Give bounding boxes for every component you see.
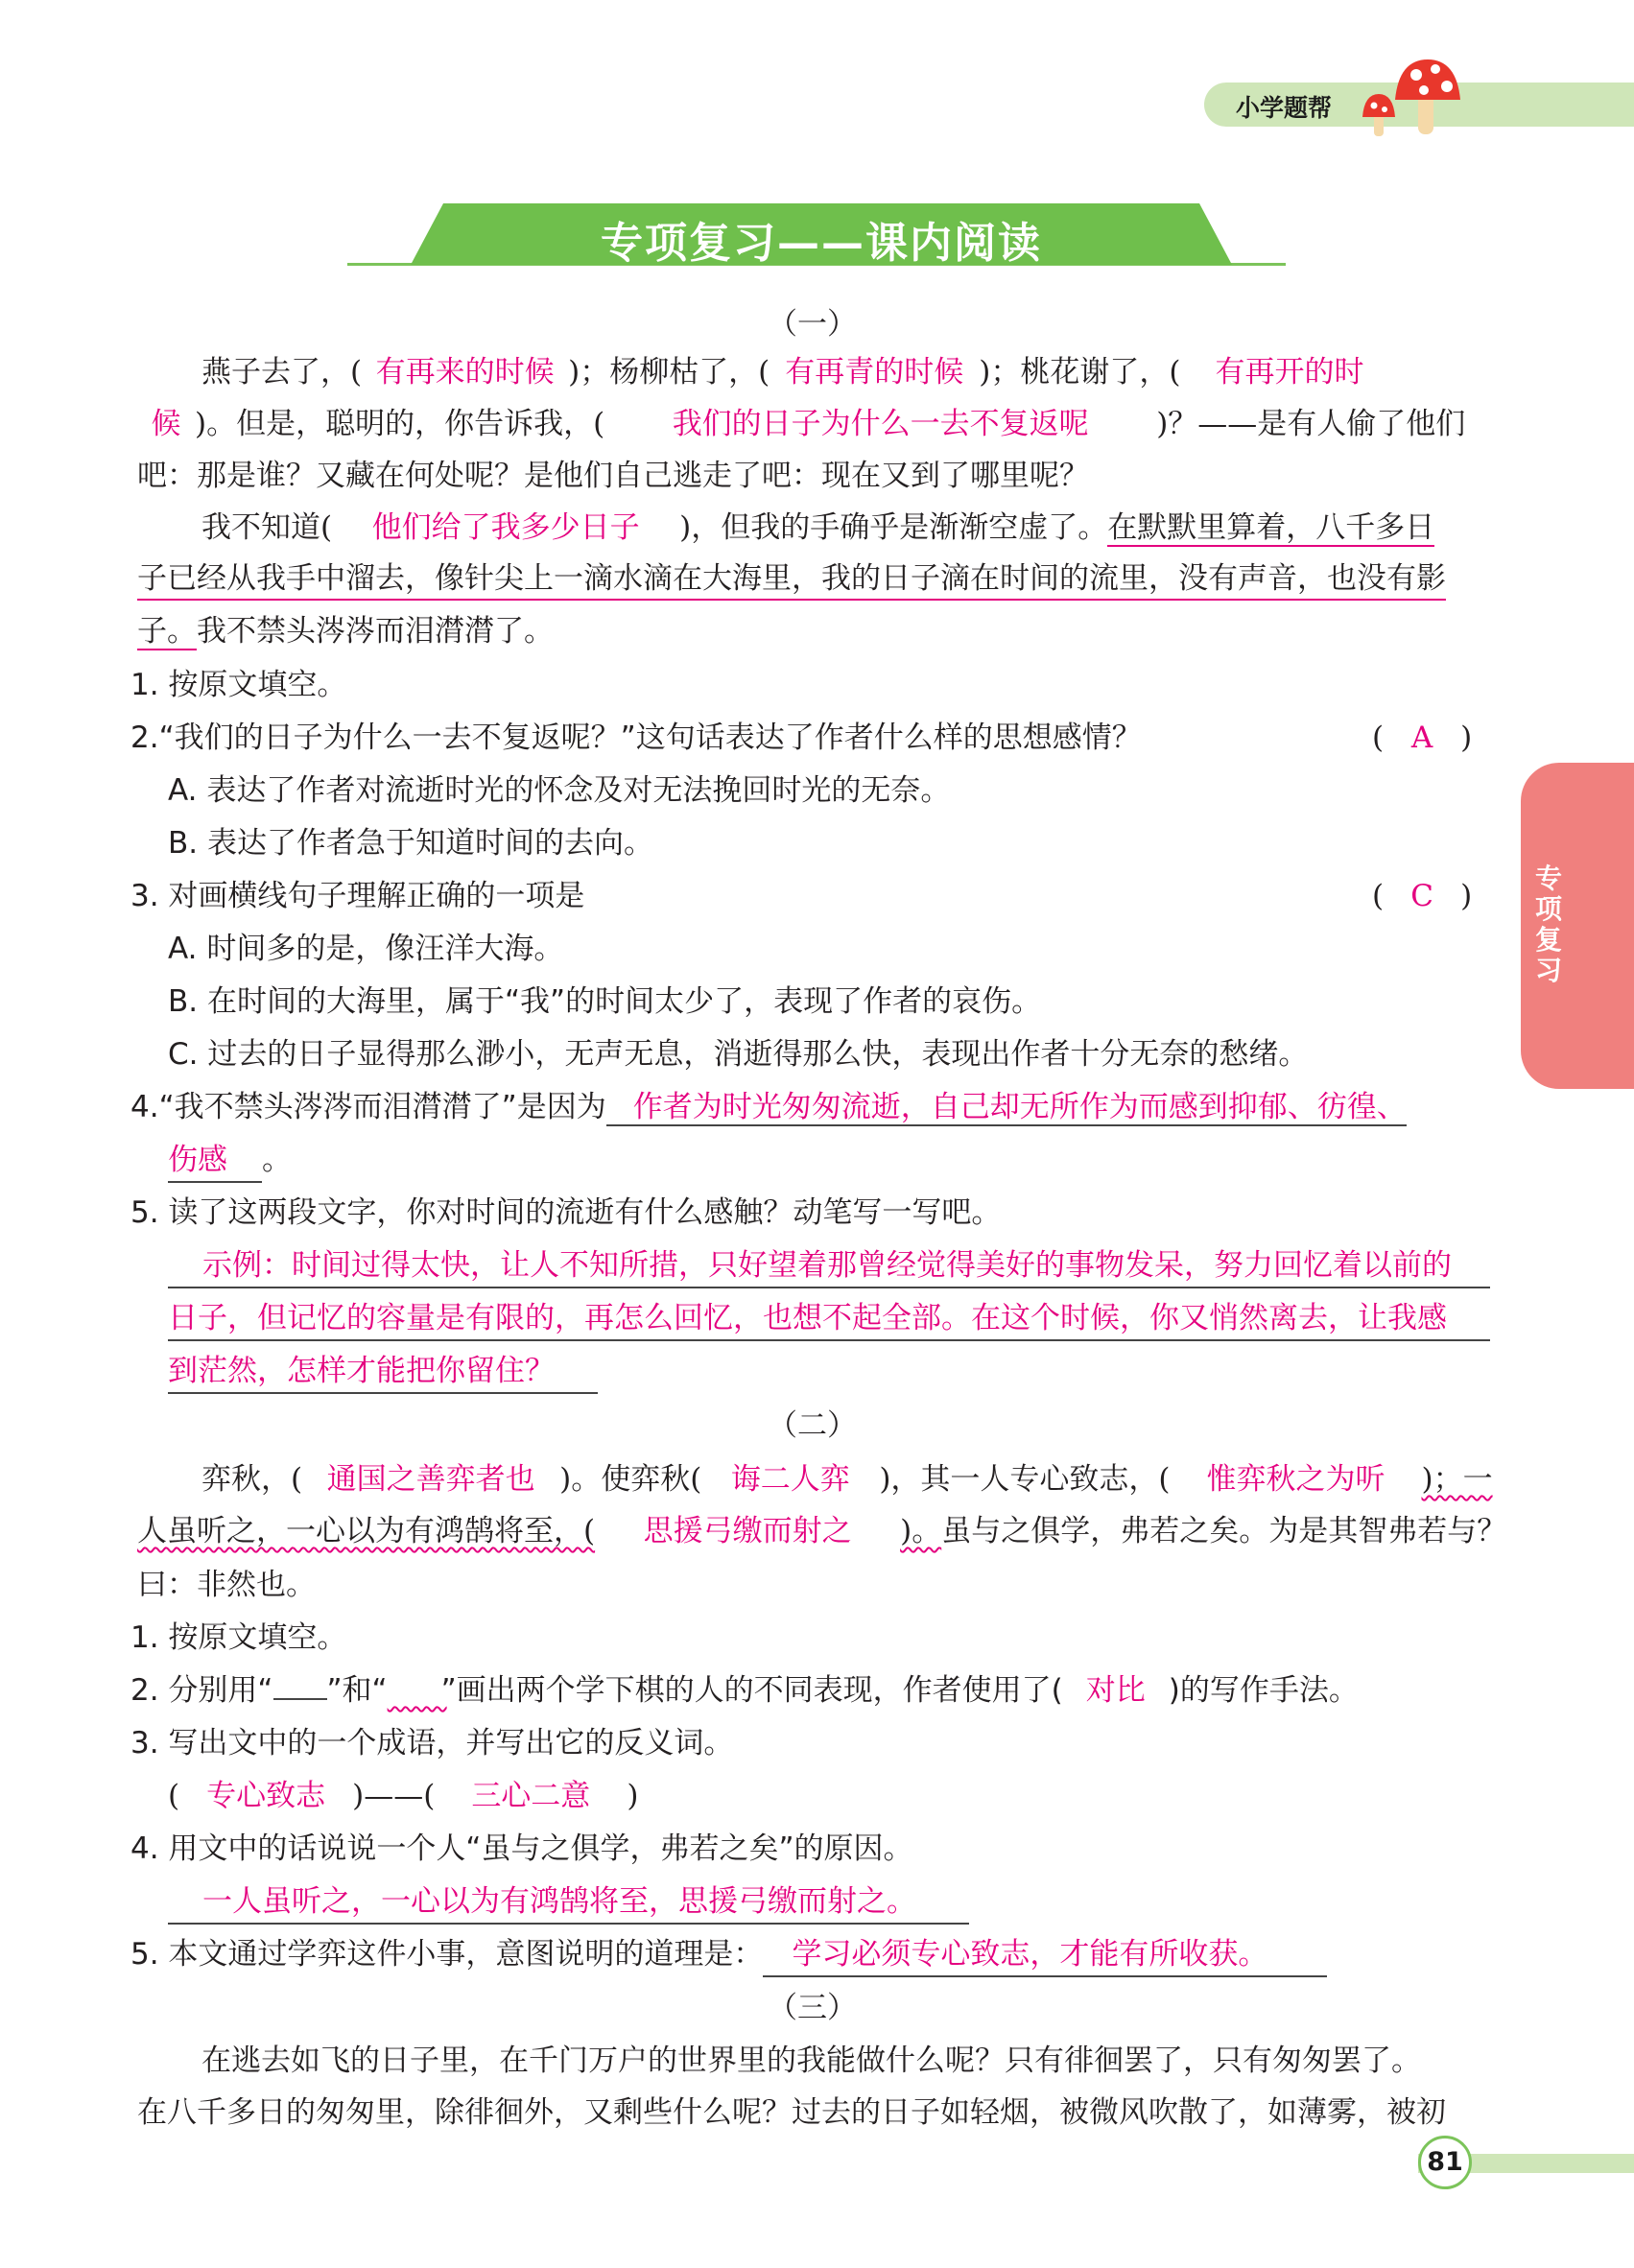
underlined-sentence: 子已经从我手中溜去，像针尖上一滴水滴在大海里，我的日子滴在时间的流里，没有声音，也没有影 (137, 558, 1446, 601)
sec1-q2-option-b: B. 表达了作者急于知道时间的去向。 (168, 826, 653, 861)
answer-blank: 惟弈秋之为听 (1206, 1462, 1385, 1497)
sec2-line-2: 人虽听之，一心以为有鸿鹄将至，( 思援弓缴而射之 )。虽与之俱学，弗若之矣。为是其智弗若与？ (137, 1510, 1506, 1552)
sec2-question-5: 5. 本文通过学弈这件小事，意图说明的道理是： 学习必须专心致志，才能有所收获。 (130, 1933, 1327, 1977)
sec3-line-1: 在逃去如飞的日子里，在千门万户的世界里的我能做什么呢？只有徘徊罢了，只有匆匆罢了。 (201, 2044, 1421, 2078)
answer-line: 日子，但记忆的容量是有限的，再怎么回忆，也想不起全部。在这个时候，你又悄然离去，让我感 (168, 1297, 1490, 1341)
wavy-line-sample (388, 1669, 441, 1712)
answer-blank: 对比 (1085, 1673, 1146, 1708)
answer-blank: 思援弓缴而射之 (643, 1514, 852, 1548)
straight-line-sample (273, 1673, 327, 1700)
answer-blank: 候 (151, 407, 181, 441)
answer-line: 学习必须专心致志，才能有所收获。 (763, 1933, 1327, 1977)
answer-blank: 有再开的时 (1215, 355, 1364, 390)
page-title: 专项复习——课内阅读 (601, 219, 1042, 268)
sec1-question-5: 5. 读了这两段文字，你对时间的流逝有什么感触？动笔写一写吧。 (130, 1195, 1002, 1230)
answer-blank: 有再来的时候 (375, 355, 555, 390)
sec2-question-2: 2. 分别用“ ”和“ ”画出两个学下棋的人的不同表现，作者使用了( 对比 )的写作手法。 (130, 1669, 1359, 1712)
answer-line: 到茫然，怎样才能把你留住？ (168, 1350, 598, 1394)
sec2-line-1: 弈秋，( 通国之善弈者也 )。使弈秋( 诲二人弈 )，其一人专心致志，( 惟弈秋之为听 )；一 (201, 1458, 1493, 1500)
sec2-question-1: 1. 按原文填空。 (130, 1620, 347, 1655)
answer-line: 一人虽听之，一心以为有鸿鹄将至，思援弓缴而射之。 (168, 1880, 969, 1925)
sec1-question-3: 3. 对画横线句子理解正确的一项是 (130, 879, 585, 913)
mushroom-icon (1353, 54, 1468, 142)
sec1-q3-option-a: A. 时间多的是，像汪洋大海。 (168, 932, 564, 966)
answer-blank: 通国之善弈者也 (326, 1462, 535, 1497)
sec1-q2-option-a: A. 表达了作者对流逝时光的怀念及对无法挽回时光的无奈。 (168, 773, 951, 808)
sec2-question-3: 3. 写出文中的一个成语，并写出它的反义词。 (130, 1726, 734, 1760)
sec1-line-3: 吧：那是谁？又藏在何处呢？是他们自己逃走了吧：现在又到了哪里呢？ (137, 459, 1089, 493)
answer-line: 伤感 (168, 1139, 262, 1183)
wavy-underlined-sentence: 人虽听之，一心以为有鸿鹄将至，( 思援弓缴而射之 )。 (137, 1514, 941, 1548)
sec1-question-2: 2.“我们的日子为什么一去不复返呢？”这句话表达了作者什么样的思想感情？ (130, 721, 1142, 755)
sec3-line-2: 在八千多日的匆匆里，除徘徊外，又剩些什么呢？过去的日子如轻烟，被微风吹散了，如薄雾，被初 (137, 2095, 1446, 2130)
sec1-q3-answer: ( C ) (1372, 879, 1473, 913)
section-1-label: （一） (768, 307, 857, 342)
underlined-sentence: 在默默里算着，八千多日 (1107, 510, 1435, 545)
answer-blank: 他们给了我多少日子 (371, 510, 640, 545)
answer-blank: 诲二人弈 (730, 1462, 850, 1497)
answer-line: 示例：时间过得太快，让人不知所措，只好望着那曾经觉得美好的事物发呆，努力回忆着以前的 (168, 1244, 1490, 1288)
sec1-line-6: 子。我不禁头涔涔而泪潸潸了。 (137, 614, 554, 649)
section-3-label: （三） (768, 1991, 857, 2025)
sec1-question-4: 4.“我不禁头涔涔而泪潸潸了”是因为 作者为时光匆匆流逝，自己却无所作为而感到抑郁、彷徨、 (130, 1090, 1407, 1124)
sec1-line-2: 候 )。但是，聪明的，你告诉我，( 我们的日子为什么一去不复返呢 )？——是有人偷了他们 (137, 403, 1465, 445)
sec1-question-4-cont: 伤感 。 (168, 1139, 292, 1183)
page-number: 81 (1418, 2136, 1472, 2189)
sec2-question-4: 4. 用文中的话说说一个人“虽与之俱学，弗若之矣”的原因。 (130, 1831, 913, 1866)
sec1-q3-option-b: B. 在时间的大海里，属于“我”的时间太少了，表现了作者的哀伤。 (168, 984, 1042, 1019)
sec1-q3-option-c: C. 过去的日子显得那么渺小，无声无息，消逝得那么快，表现出作者十分无奈的愁绪。 (168, 1037, 1309, 1072)
answer-blank: 我们的日子为什么一去不复返呢 (672, 407, 1089, 441)
sec1-q2-answer: ( A ) (1372, 721, 1473, 755)
sec2-line-3: 曰：非然也。 (137, 1568, 316, 1602)
sec1-line-4: 我不知道( 他们给了我多少日子 )，但我的手确乎是渐渐空虚了。在默默里算着，八千多日 (201, 507, 1434, 549)
underlined-sentence: 子。 (137, 614, 197, 649)
sec1-question-1: 1. 按原文填空。 (130, 668, 347, 702)
side-tab-label: 专项复习 (1535, 862, 1563, 986)
answer-blank: 有再青的时候 (785, 355, 964, 390)
header-brand: 小学题帮 (1236, 94, 1333, 122)
section-2-label: （二） (768, 1408, 857, 1443)
sec1-line-1: 燕子去了，( 有再来的时候 )；杨柳枯了，( 有再青的时候 )；桃花谢了，( 有再开的时 (201, 351, 1364, 393)
sec2-q3-answer: ( 专心致志 )——( 三心二意 ) (168, 1779, 639, 1813)
answer-line: 作者为时光匆匆流逝，自己却无所作为而感到抑郁、彷徨、 (606, 1090, 1407, 1126)
